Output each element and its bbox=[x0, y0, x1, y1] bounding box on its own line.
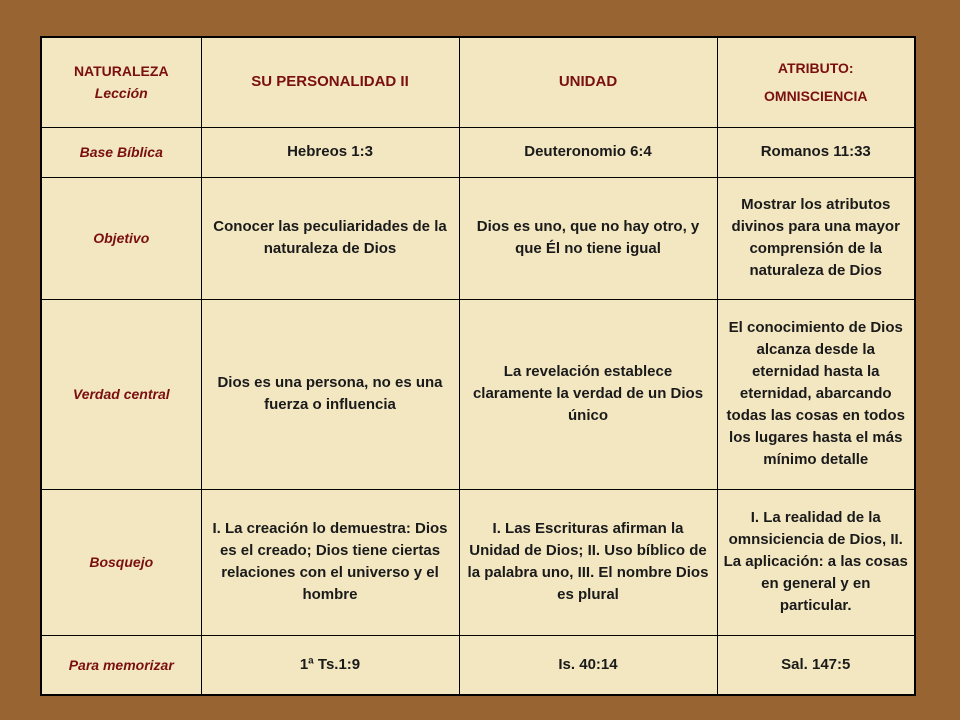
header-omnisciencia: OMNISCIENCIA bbox=[764, 88, 868, 105]
header-leccion: Lección bbox=[94, 85, 148, 102]
label-para-memorizar: Para memorizar bbox=[41, 635, 201, 695]
verdad-central-cell: Dios es una persona, no es una fuerza o influencia bbox=[201, 299, 459, 489]
bosquejo-cell: I. La creación lo demuestra: Dios es el creado; Dios tiene ciertas relaciones con el universo y el hombre bbox=[201, 489, 459, 635]
verdad-central-cell: La revelación establece claramente la verdad de un Dios único bbox=[459, 299, 717, 489]
base-biblica-cell: Romanos 11:33 bbox=[717, 127, 915, 177]
bosquejo-cell: I. Las Escrituras afirman la Unidad de Dios; II. Uso bíblico de la palabra uno, III. El nombre Dios es plural bbox=[459, 489, 717, 635]
objetivo-cell: Conocer las peculiaridades de la naturaleza de Dios bbox=[201, 177, 459, 299]
objetivo-cell: Mostrar los atributos divinos para una mayor comprensión de la naturaleza de Dios bbox=[717, 177, 915, 299]
base-biblica-cell: Deuteronomio 6:4 bbox=[459, 127, 717, 177]
lesson-table bbox=[40, 36, 916, 696]
row-objetivo bbox=[41, 177, 915, 299]
row-verdad-central bbox=[41, 299, 915, 489]
objetivo-cell: Dios es uno, que no hay otro, y que Él no tiene igual bbox=[459, 177, 717, 299]
memorizar-ref: 1ª Ts.1:9 bbox=[201, 635, 459, 695]
bosquejo-cell: I. La realidad de la omnsiciencia de Dios, II. La aplicación: a las cosas en general y en particular. bbox=[717, 489, 915, 635]
header-personalidad: SU PERSONALIDAD II bbox=[201, 37, 459, 127]
label-bosquejo: Bosquejo bbox=[41, 489, 201, 635]
row-bosquejo bbox=[41, 489, 915, 635]
label-objetivo: Objetivo bbox=[41, 177, 201, 299]
header-unidad: UNIDAD bbox=[459, 37, 717, 127]
verdad-central-cell: El conocimiento de Dios alcanza desde la eternidad hasta la eternidad, abarcando todas las cosas en todos los lugares hasta el más mínimo detalle bbox=[717, 299, 915, 489]
base-biblica-cell: Hebreos 1:3 bbox=[201, 127, 459, 177]
header-naturaleza bbox=[41, 37, 201, 127]
label-base-biblica: Base Bíblica bbox=[41, 127, 201, 177]
header-row bbox=[41, 37, 915, 127]
header-atributo-label: ATRIBUTO: bbox=[777, 60, 854, 77]
label-verdad-central: Verdad central bbox=[41, 299, 201, 489]
header-atributo bbox=[717, 37, 915, 127]
row-para-memorizar bbox=[41, 635, 915, 695]
memorizar-ref: Is. 40:14 bbox=[459, 635, 717, 695]
memorizar-ref: Sal. 147:5 bbox=[717, 635, 915, 695]
header-naturaleza-title: NATURALEZA bbox=[73, 63, 169, 80]
row-base-biblica bbox=[41, 127, 915, 177]
